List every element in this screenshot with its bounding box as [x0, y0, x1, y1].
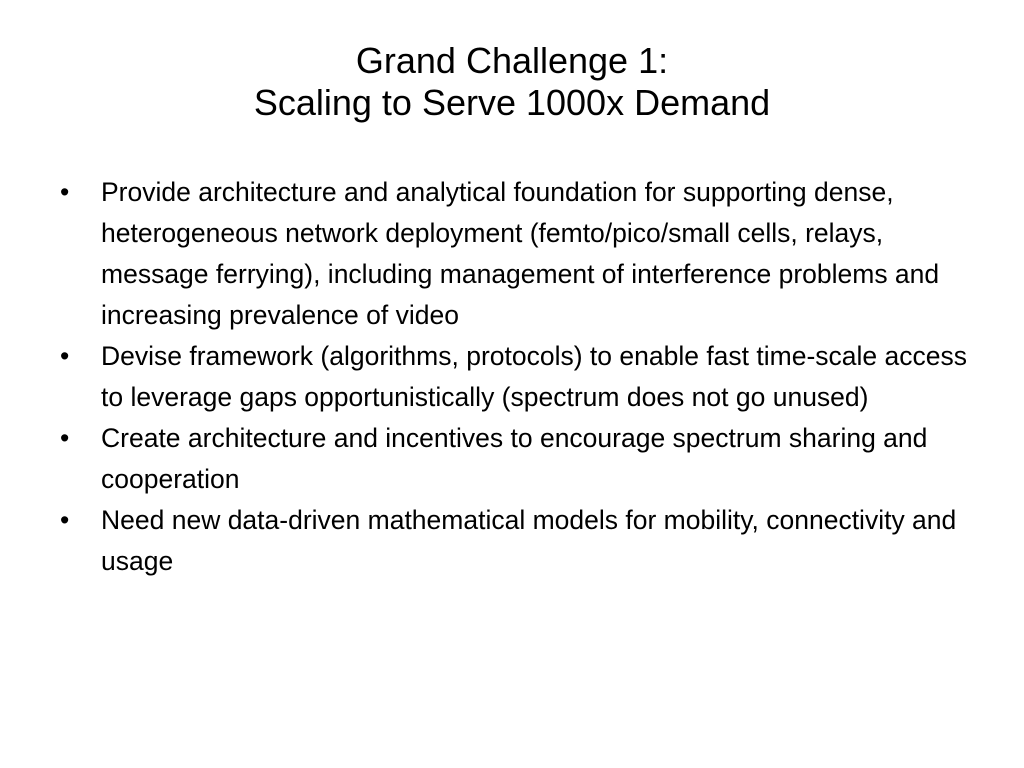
bullet-icon: •: [60, 505, 70, 535]
bullet-icon: •: [60, 341, 70, 371]
bullet-icon: •: [60, 177, 70, 207]
bullet-item-4: [60, 500, 970, 582]
bullet-text-2: Devise framework (algorithms, protocols) to enable fast time-scale access to leverage gaps opportunistically (spectrum does not go unused): [101, 341, 967, 412]
bullet-item-1: [60, 172, 970, 336]
bullet-item-3: [60, 418, 970, 500]
bullet-icon: •: [60, 423, 70, 453]
bullet-text-1: Provide architecture and analytical foundation for supporting dense, heterogeneous network deployment (femto/pico/small cells, relays, message ferrying), including management of interference problems and increasing prevalence of video: [101, 177, 940, 330]
bullet-text-3: Create architecture and incentives to encourage spectrum sharing and cooperation: [101, 423, 928, 494]
bullet-text-4: Need new data-driven mathematical models for mobility, connectivity and usage: [101, 505, 957, 576]
bullet-item-2: [60, 336, 970, 418]
slide-title: [40, 40, 984, 124]
bullet-list: [60, 172, 970, 582]
title-line-1: Grand Challenge 1:: [355, 40, 669, 81]
title-line-2: Scaling to Serve 1000x Demand: [253, 82, 771, 123]
